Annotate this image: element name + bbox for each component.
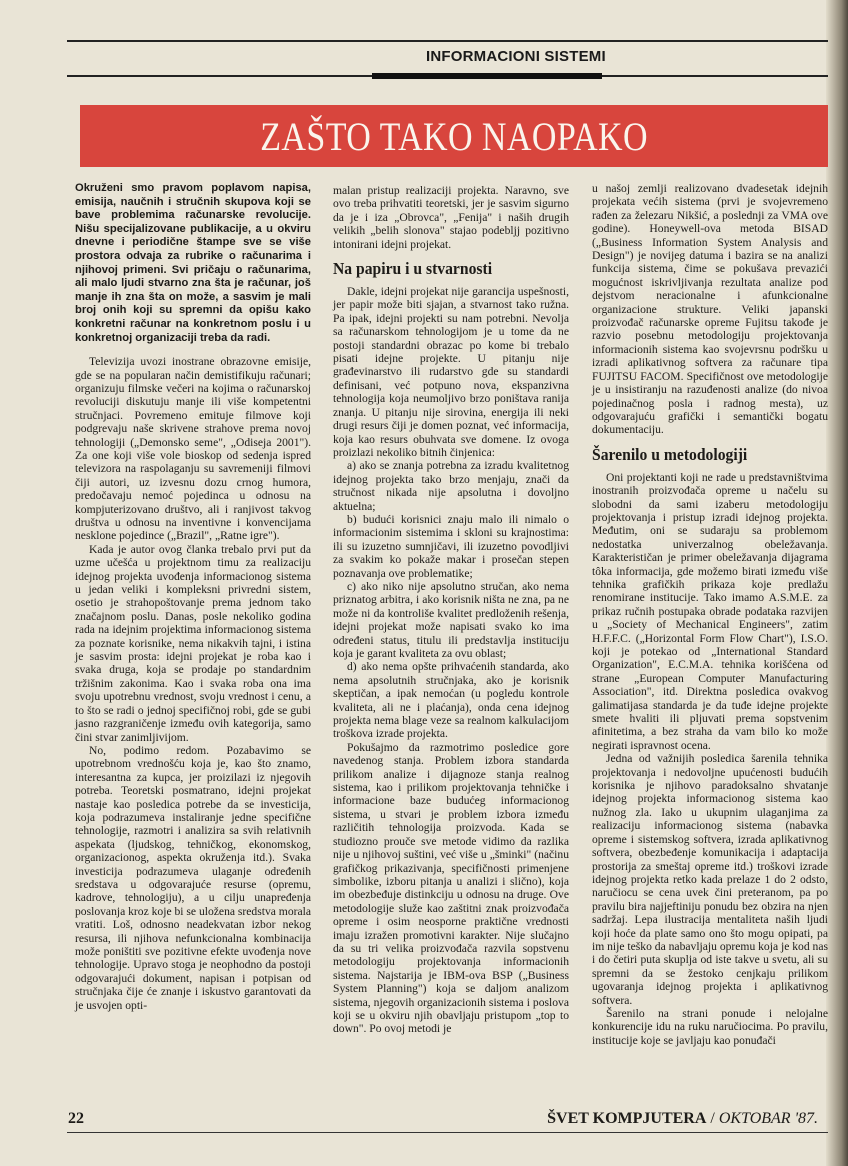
page-number: 22 — [68, 1110, 84, 1127]
article-column-1 — [75, 182, 311, 1012]
article-title: ZAŠTO TAKO NAOPAKO — [260, 113, 648, 159]
publication-footer — [547, 1110, 818, 1128]
article-column-3 — [592, 182, 828, 1047]
paragraph: Šarenilo na strani ponude i nelojalne konkurencije idu na ruku naručiocima. Po pravilu, institucije koje se javljaju kao ponuđači — [592, 1006, 828, 1047]
paragraph: Kada je autor ovog članka trebalo prvi put da uzme učešća u projektnom timu za realizaciju idejnog projekta uvođenja informacionog sistema u jedan veliki i kompleksni privredni sistem, osetio je strahopoštovanje prema jednom tako značajnom poslu. Danas, posle nekoliko godina rada na idejnim projektima informacionog sistema za poznate korisnike, nema nikakvih tajni, i istina je sasvim prosta: idejni projekat je roba kao i svaka druga, koja se prodaje po standardnim tržišnim zakonima. Kao i svaka roba ona ima svoju upotrebnu vrednost, svoju vrednost i cenu, a to što se radi o jednoj specifičnoj robi, gde se gubi jasno razgraničenje između ovih kategorija, samo čini stvar zanimljivijom. — [75, 542, 311, 744]
paragraph: Televizija uvozi inostrane obrazovne emisije, gde se na popularan način demistifikuju računari; organizuju filmske večeri na kojima o računarskoj revoluciji diskutuju manje ili više kompetentni stručnjaci. Povremeno emituje filmove koji podgrevaju naše skrivene strahove prema novoj tehnologiji („Demonsko seme", „Odiseja 2001"). Za one koji više vole bioskop od sedenja ispred televizora na raspolaganju su savremeniji filmovi čiji autori, uz izvesnu dozu crnog humora, predočavaju nemoć pojedinca u odnosu na kompjuterizovano društvo, ali i ranjivost takvog društva u odnosu na inventivne i konvencijama nesklone pojedince („Brazil", „Ratne igre"). — [75, 355, 311, 543]
article-lead: Okruženi smo pravom poplavom napisa, emisija, naučnih i stručnih skupova koji se bave problemima računarske revolucije. Nišu specijalizovane publikacije, a u okviru dnevne i periodične štampe sve se više prostora odvaja za rubrike o računarima i njihovoj primeni. Svi pričaju o računarima, ali malo ljudi stvarno zna šta je računar, još manje ih zna šta on može, a sasvim je mali broj onih koji su spremni da opišu kako konkretni računar na konkretnom poslu i u konkretnoj organizaciji treba da radi. — [75, 182, 311, 344]
paragraph: b) budući korisnici znaju malo ili nimalo o informacionim sistemima i skloni su krajnostima: ili su izuzetno sumnjičavi, ili izuzetno povodljivi za svakim ko pokaže makar i prosečan stepen poznavanja ove problematike; — [333, 512, 569, 580]
header-thick-rule — [372, 73, 602, 79]
paragraph: Jedna od važnijih posledica šarenila tehnika projektovanja i nedovoljne upućenosti budućih korisnika je njihovo paradoksalno shvatanje idejnog projekta informacionog sistema kao nužnog zla. Iako u ukupnim ulaganjima za realizaciju informacionog sistema (nabavka opreme i sistemskog softvera, izrada aplikativnog softvera, obezbeđenje komunikacija i adaptacija prostorija za smeštaj opreme itd.) troškovi izrade idejnog projekta retko kada prelaze 1 do 2 odsto, naručiocu se cena uvek čini preteranom, pa po pravilu bira najjeftiniju ponudu bez obzira na njen sadržaj. Lepa ilustracija mentaliteta naših ljudi koji hoće da plate samo ono što mogu opipati, pa im nije teško da nabavljaju opremu koja je kod nas i do četiri puta skuplja od iste takve u svetu, ali su spremni da se žestoko cenjkaju prilikom ugovaranja idejnog projekta i aplikativnog softvera. — [592, 752, 829, 1007]
subheading: Šarenilo u metodologiji — [592, 444, 748, 464]
paragraph: malan pristup realizaciji projekta. Naravno, sve ovo treba prihvatiti teoretski, jer je sasvim sigurno da je i iza „Obrovca", „Fenija" i naših drugih velikih „belih slonova" stajao podebljj pozitivno intonirani idejni projekat. — [333, 184, 569, 251]
page-spine-shadow — [826, 0, 848, 1166]
section-label: INFORMACIONI SISTEMI — [426, 48, 606, 65]
paragraph: a) ako se znanja potrebna za izradu kvalitetnog idejnog projekta tako brzo menjaju, znači da stručnost nikada nije apsolutna i dovoljno aktuelna; — [333, 459, 569, 513]
publication-name: ŠVET KOMPJUTERA — [547, 1110, 707, 1127]
article-column-2 — [333, 184, 569, 1036]
footer-rule — [67, 1132, 828, 1133]
header-rule-top — [67, 40, 828, 42]
paragraph: Dakle, idejni projekat nije garancija uspešnosti, jer papir može biti sjajan, a stvarnost tako ružna. Pa ipak, idejni projekti su nam potrebni. Nevolja sa računarskom tehnologijom je u tome da ne postoji standardni obrazac po kome bi trebalo pisati idejne projekte. U pitanju nije građevinarstvo ili rudarstvo gde su standardi definisani, već potpuno nova, ekspanzivna tehnologija koja neumoljivo brzo poništava ranija znanja. U pitanju nije sirovina, energija ili neki drugi resurs čiji je domen poznat, već informacija, koja kao resurs obuhvata sve domene. Iz ovoga proizlazi nekoliko bitnih činjenica: — [333, 285, 569, 459]
paragraph: No, podimo redom. Pozabavimo se upotrebnom vrednošću koja je, kao što znamo, interesantna za kupca, jer proizilazi iz njegovih potreba. Teoretski posmatrano, idejni projekat nastaje kao posledica potrebe da se investicija, koja podrazumeva instaliranje jedne specifične tehnologije, razmotri i analizira sa svih relativnih aspekata (ljudskog, tehničkog, ekonomskog, organizacionog, aspekta okruženja itd.). Svaka investicija podrazumeva ulaganje određenih sredstava u odgovarajuće resurse (opremu, kadrove, tehnologiju), a u cilju unapređenja poslovanja kroz koje bi se uložena sredstva morala vratiti. Loš, odnosno neadekvatan izbor nekog resursa, ili njihova nefunkcionalna kombinacija može poništiti sve pozitivne efekte uvođenja nove tehnologije. Upravo stoga je neophodno da postoji odgovarajući dokument, napisan i potpisan od stručnjaka čije će znanje i iskustvo garantovati da je usvojen opti- — [75, 743, 311, 1012]
paragraph: d) ako nema opšte prihvaćenih standarda, ako nema apsolutnih stručnjaka, ako je korisnik skeptičan, a ipak nemoćan (u pogledu kontrole kvaliteta, ali ne i plaćanja), onda cena idejnog projekta nema blage veze sa realnom kalkulacijom troškova izrade projekta. — [333, 660, 569, 741]
subheading: Na papiru i u stvarnosti — [333, 259, 493, 279]
issue-date: OKTOBAR '87. — [718, 1110, 818, 1127]
title-banner — [80, 105, 828, 167]
paragraph: u našoj zemlji realizovano dvadesetak idejnih projekata većih sistema (prvi je svojevremeno rađen za železaru Nikšić, a poslednji za VMA ove godine). Honeywell-ova metoda BISAD („Business Information System Analysis and Design") je novijeg datuma i bazira se na analizi funkcija sistema, čime se pokušava prevazići mogućnost iskrivljivanja rezultata analize pod dejstvom neracionalne i afunkcionalne organizacione strukture. Veliki japanski proizvođač računarske opreme Fujitsu takođe je razvio posebnu metodologiju projektovanja informacionih sistema kao svojevrsnu podršku u izradi aplikativnog softvera za računare tipa FUJITSU FACOM. Specifičnost ove metodologije je u insistiranju na razuđenosti analize (do nivoa pojedinačnog posla i radnog mesta), uz odgovarajuću grafički i semantički bogatu dokumentaciju. — [592, 182, 828, 437]
footer-separator: / — [706, 1110, 719, 1127]
paragraph: Pokušajmo da razmotrimo posledice gore navedenog stanja. Problem izbora standarda prilikom analize i dijagnoze stanja realnog sistema, kao i prilikom projektovanja tehničke i informacione baze budućeg informacionog sistema, u stvari je problem izbora između različitih tehnologija proizvoda. Kada se studiozno prouče sve metode vidimo da razlika nije u njihovoj suštini, već više u „šminki" (načinu grafičkog prikazivanja, specifičnosti primenjene simbolike, izboru pitanja u analizi i slično), koja im obezbeđuje distinkciju u odnosu na druge. Ove metodologije služe kao zaštitni znak proizvođača opreme i osim neosporne praktične vrednosti imaju izražen promotivni karakter. Nije slučajno da su tri velika proizvođača razvila sopstvenu metodologiju projektovanja informacionih sistema. Najstarija je IBM-ova BSP („Business System Planning") koja se daljom analizom sistema, njegovih organizacionih sistema i poslova koji se u okviru njih obavljaju pristupom „top to down". Po ovoj metodi je — [333, 740, 569, 1036]
paragraph: Oni projektanti koji ne rade u predstavništvima inostranih proizvođača opreme u načelu su slobodni da sami izaberu metodologiju projektovanja i pristup izradi idejnog projekta. Međutim, oni se sudaraju sa problemom nedostatka univerzalnog obeležavanja. Karakterističan je primer obeležavanja dijagrama tôka informacija, gde možemo birati između više tehnika grafičkih prikaza koje predlažu renomirane institucije. Tako imamo A.S.M.E. za prikaz ručnih postupaka obrade podataka razvijen u „Society of Mechanical Engineers", zatim H.F.F.C. („Horizontal Form Flow Chart"), I.S.O. koji je potekao od „International Standard Organization", E.C.M.A. tehnika korišćena od strane „European Computer Manufacturing Association", itd. Direktna posledica ovakvog galimatijasa standarda je da tuđe idejne projekte smete hvaliti ili pljuvati prema sopstvenim afinitetima, a bez straha da vam bilo ko može negirati ispravnost ocena. — [592, 470, 828, 752]
paragraph: c) ako niko nije apsolutno stručan, ako nema priznatog arbitra, i ako korisnik ništa ne zna, pa ne može ni da kontroliše kvalitet predloženih rešenja, idejni projekat može napisati svako ko ima određeni status, titulu ili predstavlja instituciju koja je garant kvaliteta za ovu oblast; — [333, 579, 569, 660]
